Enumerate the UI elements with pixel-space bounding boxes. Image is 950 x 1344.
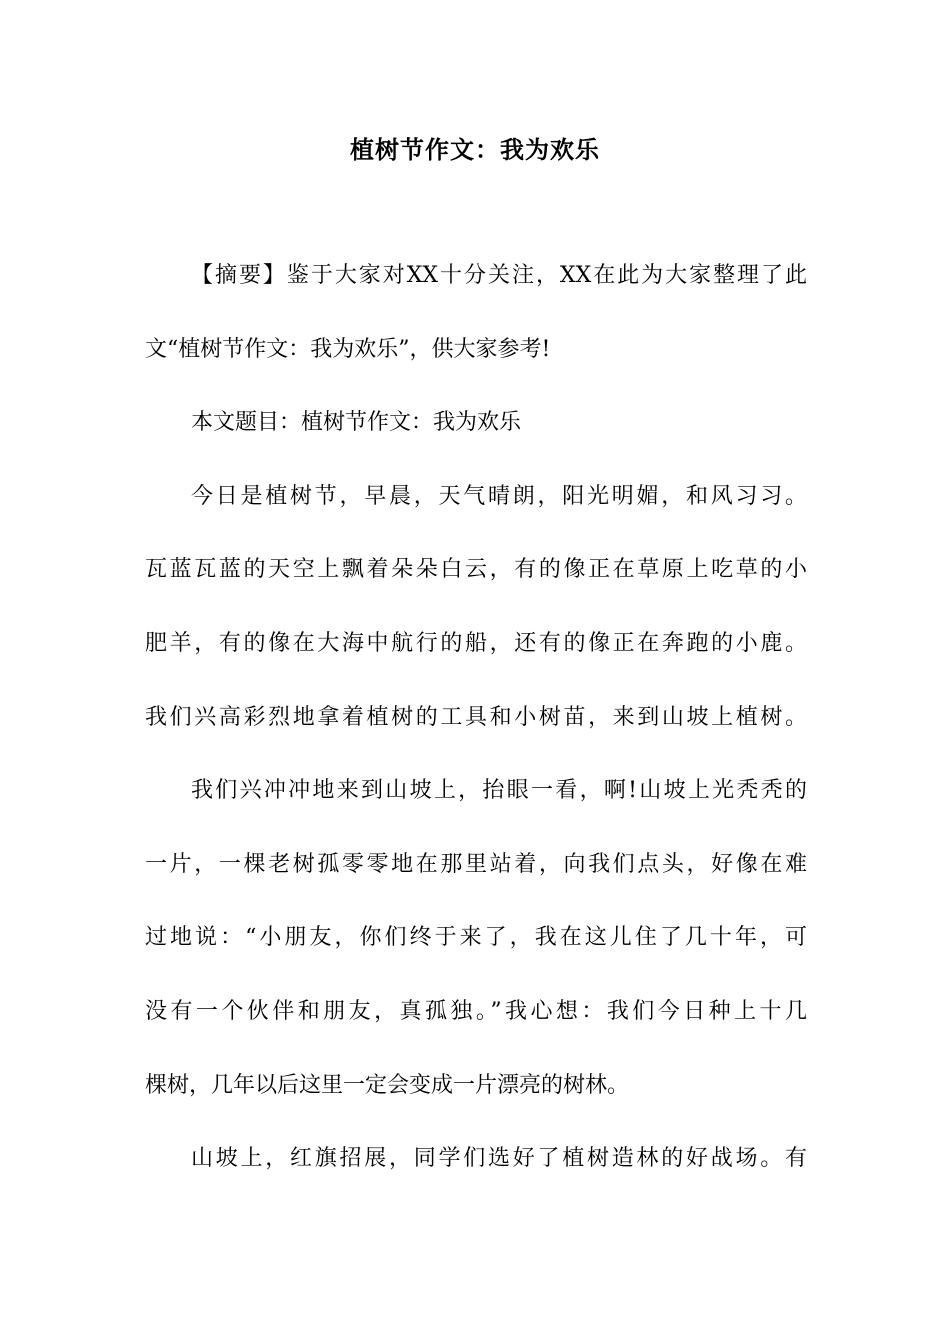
paragraph-line: 我们兴冲冲地来到山坡上，抬眼一看，啊!山坡上光秃秃的	[191, 778, 807, 804]
paragraph-line: 过地说：“小朋友，你们终于来了，我在这儿住了几十年，可	[145, 925, 807, 951]
paragraph-line: 瓦蓝瓦蓝的天空上飘着朵朵白云，有的像正在草原上吃草的小	[145, 557, 807, 583]
paragraph-line: 一片，一棵老树孤零零地在那里站着，向我们点头，好像在难	[145, 851, 807, 877]
paragraph-line: 本文题目：植树节作文：我为欢乐	[191, 410, 522, 436]
paragraph-line: 肥羊，有的像在大海中航行的船，还有的像正在奔跑的小鹿。	[145, 630, 807, 656]
paragraph-line: 今日是植树节，早晨，天气晴朗，阳光明媚，和风习习。	[191, 483, 807, 509]
paragraph-line: 【摘要】鉴于大家对XX十分关注，XX在此为大家整理了此	[191, 263, 807, 288]
paragraph-line: 山坡上，红旗招展，同学们选好了植树造林的好战场。有	[191, 1146, 807, 1172]
document-body	[145, 254, 807, 1211]
document-title: 植树节作文：我为欢乐	[350, 135, 600, 164]
paragraph-line: 我们兴高彩烈地拿着植树的工具和小树苗，来到山坡上植树。	[145, 704, 807, 730]
paragraph-line: 文“植树节作文：我为欢乐”，供大家参考!	[145, 336, 551, 362]
paragraph-line: 棵树，几年以后这里一定会变成一片漂亮的树林。	[145, 1072, 630, 1098]
paragraph-line: 没有一个伙伴和朋友，真孤独。”我心想：我们今日种上十几	[145, 998, 807, 1024]
